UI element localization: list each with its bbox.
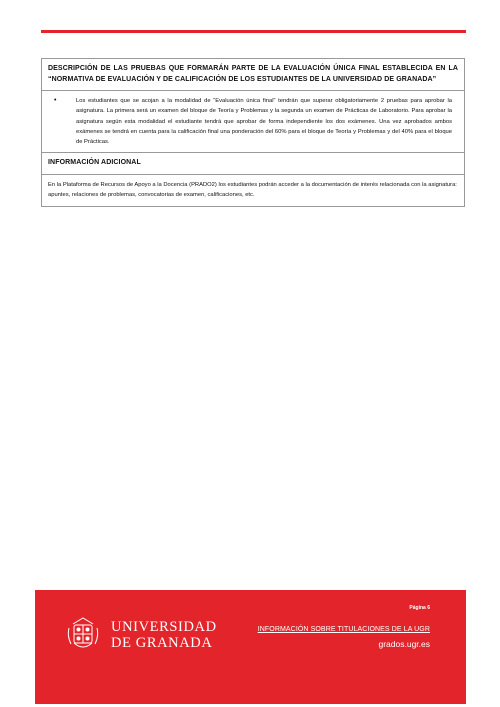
bullet-icon: • [54, 97, 57, 104]
content-table [41, 58, 465, 207]
university-logo-text [111, 620, 217, 651]
list-item-text: Los estudiantes que se acojan a la modalidad de “Evaluación única final” tendrán que superar obligatoriamente 2 pruebas para aprobar la asignatura. La primera será un examen del bloque de Teoría y Problemas y la segunda un examen de Prácticas de Laboratorio. Para aprobar la asignatura según esta modalidad el estudiante tendrá que aprobar de forma independiente los dos exámenes. Una vez aprobados ambos exámenes se tendrá en cuenta para la calificación final una ponderación del 60% para el bloque de Teoría y Problemas y del 40% para el bloque de Prácticas. [76, 98, 452, 146]
logo-line-2: DE GRANADA [111, 634, 213, 651]
section-body-informacion-adicional: En la Plataforma de Recursos de Apoyo a la Docencia (PRADO2) los estudiantes podrán acceder a la documentación de interés relacionada con la asignatura: apuntes, relaciones de problemas, convocatorias de examen, calificaciones, etc. [48, 181, 457, 199]
footer-banner [35, 590, 466, 704]
grados-site-link[interactable]: grados.ugr.es [378, 639, 430, 649]
university-seal-icon [65, 614, 101, 654]
page-number: Página 6 [409, 605, 430, 611]
titulaciones-link[interactable]: INFORMACIÓN SOBRE TITULACIONES DE LA UGR [257, 626, 430, 633]
section-heading-informacion-adicional: INFORMACIÓN ADICIONAL [42, 153, 464, 175]
logo-line-1: UNIVERSIDAD [111, 619, 217, 635]
section-heading-evaluacion-unica: DESCRIPCIÓN DE LAS PRUEBAS QUE FORMARÁN PARTE DE LA EVALUACIÓN ÚNICA FINAL ESTABLECIDA EN LA “NORMATIVA DE EVALUACIÓN Y DE CALIFICACIÓN DE LOS ESTUDIANTES DE LA UNIVERSIDAD DE GRANADA” [42, 59, 464, 91]
top-red-rule [41, 30, 466, 33]
list-item [48, 96, 458, 147]
section-body-evaluacion-unica [42, 91, 464, 153]
